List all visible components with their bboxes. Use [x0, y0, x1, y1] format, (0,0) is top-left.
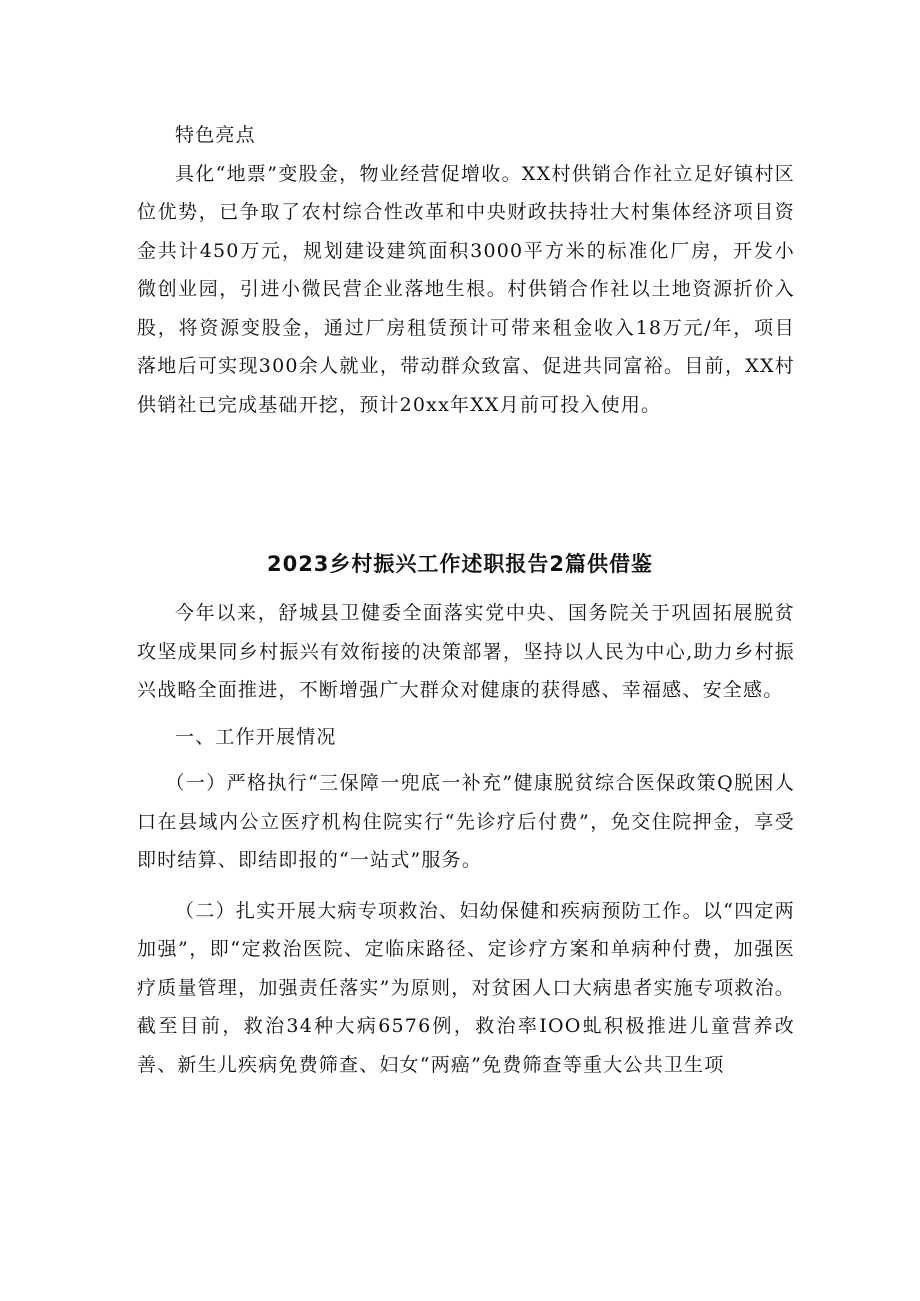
section-heading-work: 一、工作开展情况	[175, 725, 337, 748]
section-heading-highlights: 特色亮点	[175, 124, 256, 146]
section-highlights	[137, 116, 795, 424]
document-title: 2023乡村振兴工作述职报告2篇供借鉴	[266, 552, 654, 576]
section-report	[137, 594, 795, 1084]
paragraph-item-1: （一）严格执行“三保障一兜底一补充”健康脱贫综合医保政策Q脱困人口在县域内公立医疗机构住院实行“先诊疗后付费”，免交住院押金，享受即时结算、即结即报的“一站式”服务。	[137, 772, 795, 871]
paragraph-item-2: （二）扎实开展大病专项救治、妇幼保健和疾病预防工作。以“四定两加强”，即“定救治医院、定临床路径、定诊疗方案和单病种付费，加强医疗质量管理，加强责任落实”为原则，对贫困人口大病患者实施专项救治。截至目前，救治34种大病6576例，救治率IOO虬积极推进儿童营养改善、新生儿疾病免费筛查、妇女“两癌”免费筛查等重大公共卫生项	[137, 899, 795, 1076]
paragraph-highlights: 具化“地票”变股金，物业经营促增收。XX村供销合作社立足好镇村区位优势，已争取了农村综合性改革和中央财政扶持壮大村集体经济项目资金共计450万元，规划建设建筑面积3000平方米的标准化厂房，开发小微创业园，引进小微民营企业落地生根。村供销合作社以土地资源折价入股，将资源变股金，通过厂房租赁预计可带来租金收入18万元/年，项目落地后可实现300余人就业，带动群众致富、促进共同富裕。目前，XX村供销社已完成基础开挖，预计20xx年XX月前可投入使用。	[137, 162, 795, 416]
paragraph-intro: 今年以来，舒城县卫健委全面落实党中央、国务院关于巩固拓展脱贫攻坚成果同乡村振兴有效衔接的决策部署，坚持以人民为中心,助力乡村振兴战略全面推进，不断增强广大群众对健康的获得感、幸福感、安全感。	[137, 602, 795, 701]
